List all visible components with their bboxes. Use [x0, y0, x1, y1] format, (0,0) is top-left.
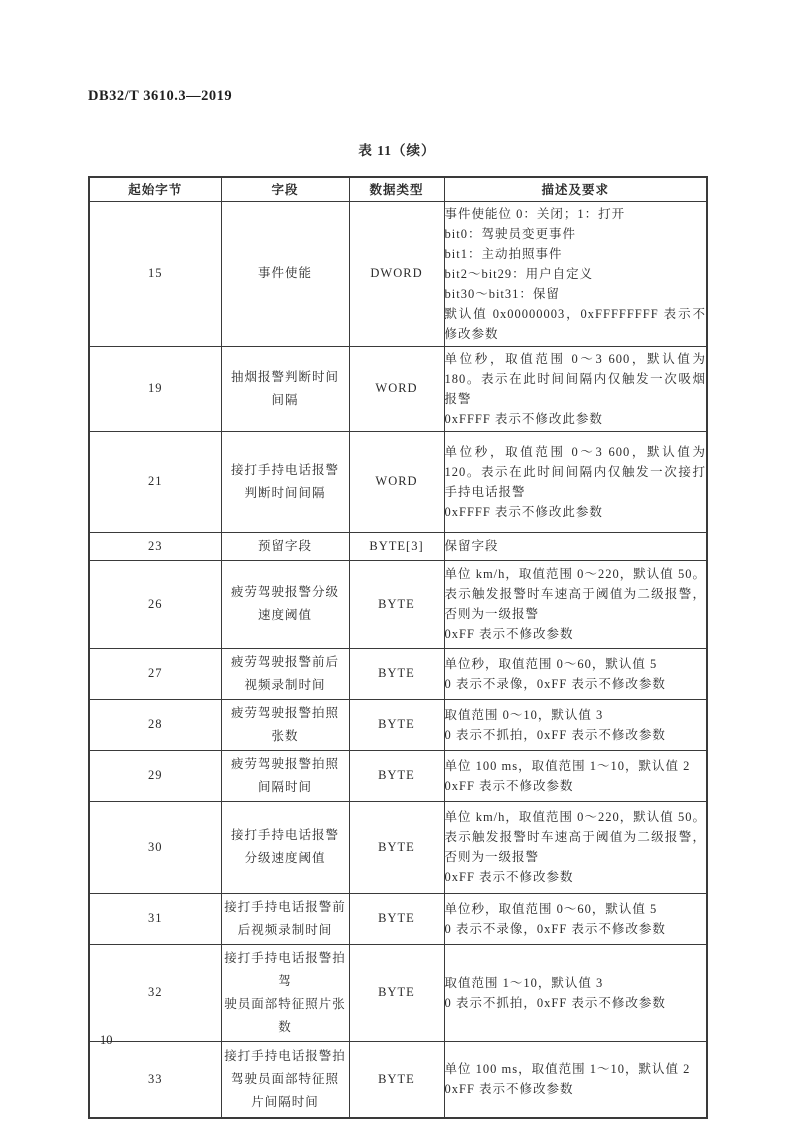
cell-start-byte: 27 — [89, 648, 221, 699]
table-row — [89, 346, 707, 431]
cell-field: 疲劳驾驶报警拍照 间隔时间 — [221, 750, 349, 801]
col-header-field: 字段 — [221, 177, 349, 201]
cell-start-byte: 30 — [89, 801, 221, 893]
table-row — [89, 532, 707, 560]
cell-data-type: WORD — [349, 346, 444, 431]
cell-description: 单位 km/h，取值范围 0～220，默认值 50。表示触发报警时车速高于阈值为二级报警，否则为一级报警 0xFF 表示不修改参数 — [444, 560, 707, 648]
cell-description: 保留字段 — [444, 532, 707, 560]
cell-description: 单位 100 ms，取值范围 1～10，默认值 2 0xFF 表示不修改参数 — [444, 1041, 707, 1118]
cell-field: 疲劳驾驶报警分级 速度阈值 — [221, 560, 349, 648]
table-row — [89, 431, 707, 532]
table-row — [89, 801, 707, 893]
cell-data-type: WORD — [349, 431, 444, 532]
table-row — [89, 699, 707, 750]
page-number: 10 — [100, 1033, 113, 1047]
spec-table — [88, 176, 708, 1119]
cell-data-type: BYTE — [349, 893, 444, 944]
col-header-data-type: 数据类型 — [349, 177, 444, 201]
cell-description: 取值范围 0～10，默认值 3 0 表示不抓拍，0xFF 表示不修改参数 — [444, 699, 707, 750]
cell-field: 疲劳驾驶报警前后 视频录制时间 — [221, 648, 349, 699]
cell-start-byte: 32 — [89, 944, 221, 1041]
cell-field: 接打手持电话报警拍 驾驶员面部特征照 片间隔时间 — [221, 1041, 349, 1118]
cell-data-type: BYTE — [349, 750, 444, 801]
cell-start-byte: 15 — [89, 201, 221, 346]
cell-description: 单位秒，取值范围 0～60，默认值 5 0 表示不录像，0xFF 表示不修改参数 — [444, 893, 707, 944]
cell-start-byte: 31 — [89, 893, 221, 944]
cell-start-byte: 26 — [89, 560, 221, 648]
cell-description: 单位秒，取值范围 0～60，默认值 5 0 表示不录像，0xFF 表示不修改参数 — [444, 648, 707, 699]
cell-field: 接打手持电话报警前 后视频录制时间 — [221, 893, 349, 944]
cell-field: 事件使能 — [221, 201, 349, 346]
table-row — [89, 560, 707, 648]
cell-description: 取值范围 1～10，默认值 3 0 表示不抓拍，0xFF 表示不修改参数 — [444, 944, 707, 1041]
cell-field: 预留字段 — [221, 532, 349, 560]
table-row — [89, 1041, 707, 1118]
cell-start-byte: 33 — [89, 1041, 221, 1118]
table-title: 表 11（续） — [358, 143, 436, 158]
cell-data-type: BYTE — [349, 944, 444, 1041]
table-row — [89, 201, 707, 346]
doc-code: DB32/T 3610.3—2019 — [88, 88, 233, 104]
cell-data-type: BYTE — [349, 699, 444, 750]
cell-field: 抽烟报警判断时间 间隔 — [221, 346, 349, 431]
table-row — [89, 648, 707, 699]
cell-start-byte: 28 — [89, 699, 221, 750]
cell-data-type: BYTE — [349, 801, 444, 893]
cell-start-byte: 29 — [89, 750, 221, 801]
cell-field: 接打手持电话报警 分级速度阈值 — [221, 801, 349, 893]
col-header-description: 描述及要求 — [444, 177, 707, 201]
table-row — [89, 893, 707, 944]
cell-data-type: BYTE — [349, 648, 444, 699]
cell-start-byte: 23 — [89, 532, 221, 560]
table-row — [89, 750, 707, 801]
cell-description: 单位秒，取值范围 0～3 600，默认值为 120。表示在此时间间隔内仅触发一次接打手持电话报警 0xFFFF 表示不修改此参数 — [444, 431, 707, 532]
table-row — [89, 944, 707, 1041]
col-header-start-byte: 起始字节 — [89, 177, 221, 201]
cell-data-type: DWORD — [349, 201, 444, 346]
cell-description: 单位 100 ms，取值范围 1～10，默认值 2 0xFF 表示不修改参数 — [444, 750, 707, 801]
cell-description: 单位秒，取值范围 0～3 600，默认值为 180。表示在此时间间隔内仅触发一次吸烟报警 0xFFFF 表示不修改此参数 — [444, 346, 707, 431]
cell-data-type: BYTE[3] — [349, 532, 444, 560]
cell-start-byte: 19 — [89, 346, 221, 431]
cell-field: 接打手持电话报警 判断时间间隔 — [221, 431, 349, 532]
cell-data-type: BYTE — [349, 1041, 444, 1118]
cell-description: 事件使能位 0：关闭；1：打开 bit0：驾驶员变更事件 bit1：主动拍照事件 bit2～bit29：用户自定义 bit30～bit31：保留 默认值 0x00000003，0xFFFFFFFF 表示不修改参数 — [444, 201, 707, 346]
cell-start-byte: 21 — [89, 431, 221, 532]
cell-description: 单位 km/h，取值范围 0～220，默认值 50。表示触发报警时车速高于阈值为二级报警，否则为一级报警 0xFF 表示不修改参数 — [444, 801, 707, 893]
table-header-row — [89, 177, 707, 201]
cell-field: 接打手持电话报警拍驾 驶员面部特征照片张数 — [221, 944, 349, 1041]
cell-data-type: BYTE — [349, 560, 444, 648]
cell-field: 疲劳驾驶报警拍照 张数 — [221, 699, 349, 750]
